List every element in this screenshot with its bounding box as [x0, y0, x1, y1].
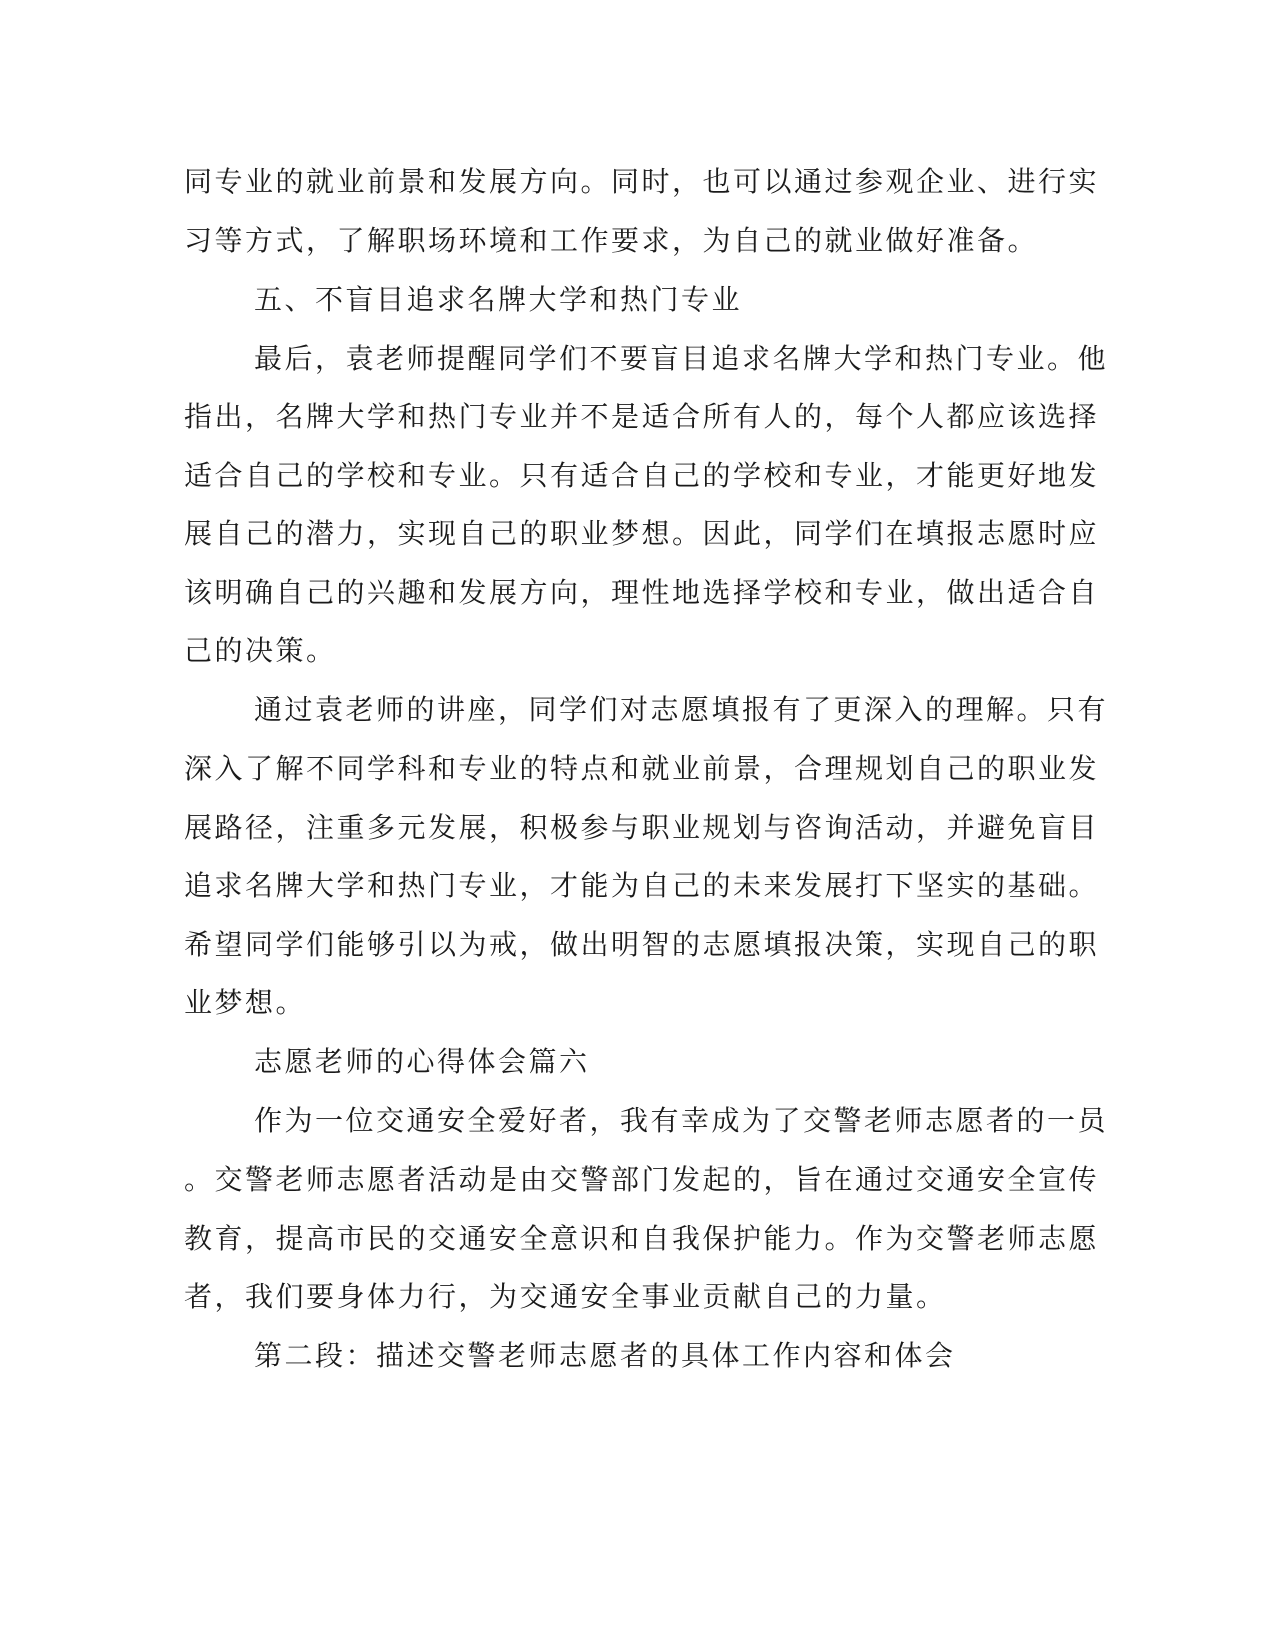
text-line: 教育，提高市民的交通安全意识和自我保护能力。作为交警老师志愿	[184, 1222, 1100, 1255]
text-line: 追求名牌大学和热门专业，才能为自己的未来发展打下坚实的基础。	[184, 869, 1100, 902]
section-heading: 五、不盲目追求名牌大学和热门专业	[254, 283, 743, 316]
text-line: 作为一位交通安全爱好者，我有幸成为了交警老师志愿者的一员	[254, 1104, 1109, 1137]
text-line: 己的决策。	[184, 634, 337, 667]
text-line: 。交警老师志愿者活动是由交警部门发起的，旨在通过交通安全宣传	[184, 1163, 1100, 1196]
section-heading: 志愿老师的心得体会篇六	[254, 1045, 590, 1078]
text-line: 习等方式，了解职场环境和工作要求，为自己的就业做好准备。	[184, 224, 1039, 257]
text-line: 深入了解不同学科和专业的特点和就业前景，合理规划自己的职业发	[184, 752, 1100, 785]
text-line: 者，我们要身体力行，为交通安全事业贡献自己的力量。	[184, 1280, 947, 1313]
text-line: 业梦想。	[184, 986, 307, 1019]
text-line: 指出，名牌大学和热门专业并不是适合所有人的，每个人都应该选择	[184, 400, 1100, 433]
text-line: 展自己的潜力，实现自己的职业梦想。因此，同学们在填报志愿时应	[184, 517, 1100, 550]
text-line: 同专业的就业前景和发展方向。同时，也可以通过参观企业、进行实	[184, 165, 1100, 198]
text-line: 适合自己的学校和专业。只有适合自己的学校和专业，才能更好地发	[184, 459, 1100, 492]
section-heading: 第二段：描述交警老师志愿者的具体工作内容和体会	[254, 1339, 956, 1372]
text-line: 通过袁老师的讲座，同学们对志愿填报有了更深入的理解。只有	[254, 693, 1109, 726]
text-line: 展路径，注重多元发展，积极参与职业规划与咨询活动，并避免盲目	[184, 811, 1100, 844]
text-line: 希望同学们能够引以为戒，做出明智的志愿填报决策，实现自己的职	[184, 928, 1100, 961]
text-line: 最后，袁老师提醒同学们不要盲目追求名牌大学和热门专业。他	[254, 342, 1109, 375]
text-line: 该明确自己的兴趣和发展方向，理性地选择学校和专业，做出适合自	[184, 576, 1100, 609]
